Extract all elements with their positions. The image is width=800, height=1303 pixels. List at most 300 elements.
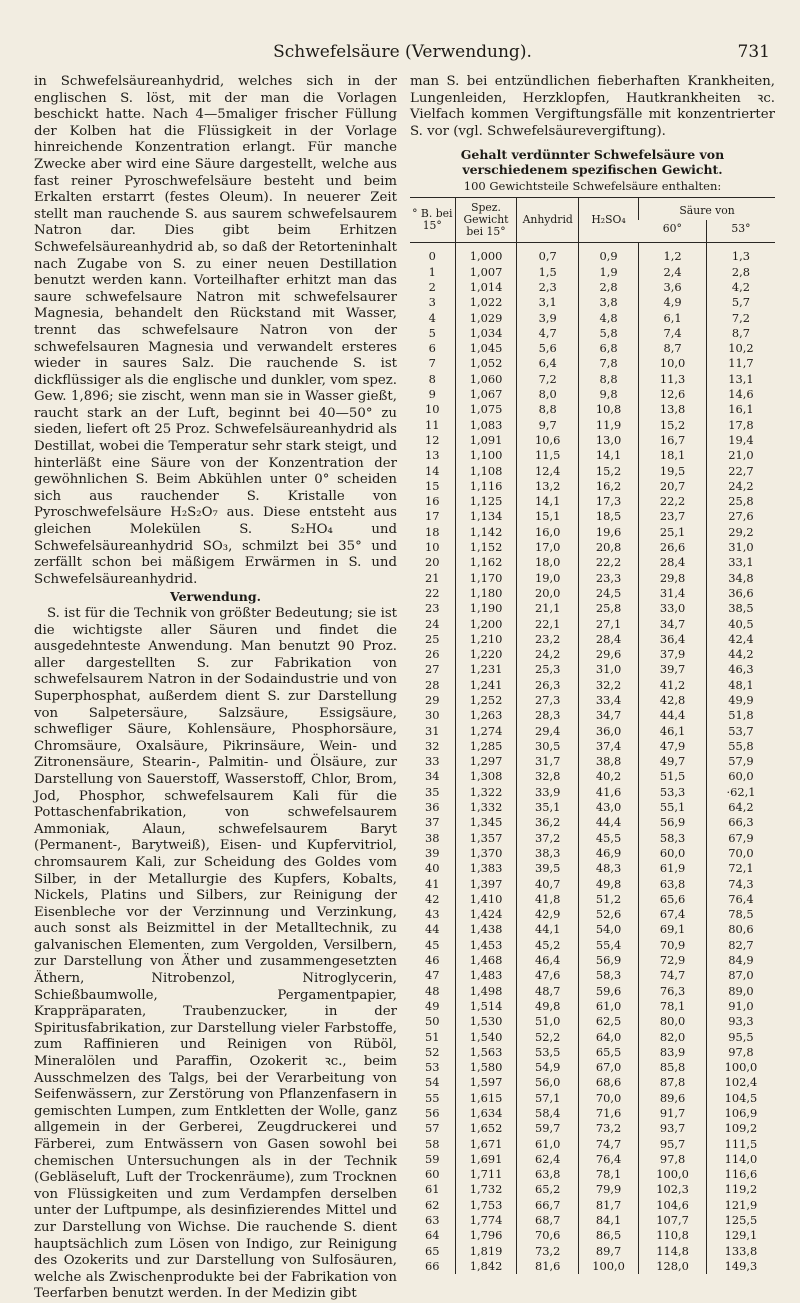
cell-saeure-53: 133,8 [706,1244,775,1259]
cell-saeure-53: 42,4 [706,632,775,647]
cell-saeure-60: 19,5 [639,464,707,479]
cell-saeure-53: 5,7 [706,295,775,310]
cell-baume: 44 [425,922,440,937]
cell-saeure-53: 97,8 [706,1045,775,1060]
cell-anhydrid: 11,5 [517,448,578,463]
cell-anhydrid: 8,8 [517,402,578,417]
cell-anhydrid: 52,2 [517,1030,578,1045]
cell-h2so4: 51,2 [578,892,638,907]
cell-spez-gewicht: 1,468 [455,953,517,968]
cell-h2so4: 68,6 [578,1075,638,1090]
cell-anhydrid: 8,0 [517,387,578,402]
cell-saeure-53: 31,0 [706,540,775,555]
cell-baume: 41 [425,876,440,891]
cell-saeure-53: 46,3 [706,662,775,677]
cell-anhydrid: 81,6 [517,1259,578,1274]
cell-saeure-53: 1,3 [706,243,775,265]
table-row [410,754,775,769]
cell-saeure-60: 51,5 [639,769,707,784]
cell-saeure-53: 51,8 [706,708,775,723]
cell-spez-gewicht: 1,252 [455,693,517,708]
cell-anhydrid: 65,2 [517,1182,578,1197]
cell-baume: 32 [425,738,440,753]
cell-saeure-60: 91,7 [639,1106,707,1121]
cell-baume: 21 [425,570,440,585]
cell-saeure-53: 93,3 [706,1014,775,1029]
cell-spez-gewicht: 1,180 [455,586,517,601]
cell-saeure-60: 49,7 [639,754,707,769]
table-title: Gehalt verdünnter Schwefelsäure von verschiedenem spezifischen Gewicht. [460,147,725,178]
cell-anhydrid: 46,4 [517,953,578,968]
cell-anhydrid: 39,5 [517,861,578,876]
cell-saeure-53: 66,3 [706,815,775,830]
cell-saeure-53: 13,1 [706,372,775,387]
cell-baume: 63 [425,1213,440,1228]
cell-saeure-53: 7,2 [706,311,775,326]
cell-baume: 0 [428,249,436,264]
table-row [410,999,775,1014]
cell-anhydrid: 44,1 [517,922,578,937]
cell-saeure-60: 74,7 [639,968,707,983]
column-header-saeure-von: Säure von [639,198,775,221]
cell-anhydrid: 3,1 [517,295,578,310]
cell-baume: 12 [425,432,440,447]
cell-anhydrid: 53,5 [517,1045,578,1060]
cell-spez-gewicht: 1,200 [455,617,517,632]
cell-saeure-53: 149,3 [706,1259,775,1274]
cell-h2so4: 55,4 [578,938,638,953]
cell-spez-gewicht: 1,322 [455,785,517,800]
cell-saeure-53: 109,2 [706,1121,775,1136]
table-row [410,907,775,922]
cell-spez-gewicht: 1,000 [455,243,517,265]
cell-baume: 27 [425,662,440,677]
cell-saeure-60: 67,4 [639,907,707,922]
cell-spez-gewicht: 1,357 [455,831,517,846]
cell-baume: 36 [425,800,440,815]
cell-baume: 56 [425,1106,440,1120]
cell-saeure-53: 2,8 [706,265,775,280]
cell-h2so4: 59,6 [578,984,638,999]
cell-saeure-53: 25,8 [706,494,775,509]
cell-saeure-60: 16,7 [639,433,707,448]
cell-h2so4: 32,2 [578,678,638,693]
column-header-h2so4: H₂SO₄ [578,198,638,243]
cell-anhydrid: 47,6 [517,968,578,983]
cell-saeure-60: 60,0 [639,846,707,861]
cell-spez-gewicht: 1,483 [455,968,517,983]
cell-saeure-53: 48,1 [706,678,775,693]
cell-spez-gewicht: 1,067 [455,387,517,402]
cell-anhydrid: 31,7 [517,754,578,769]
cell-saeure-53: 74,3 [706,877,775,892]
cell-saeure-60: 65,6 [639,892,707,907]
cell-saeure-53: 119,2 [706,1182,775,1197]
table-row [410,1106,775,1121]
cell-anhydrid: 17,0 [517,540,578,555]
cell-saeure-60: 26,6 [639,540,707,555]
cell-spez-gewicht: 1,370 [455,846,517,861]
cell-spez-gewicht: 1,241 [455,678,517,693]
cell-saeure-53: 91,0 [706,999,775,1014]
cell-saeure-60: 70,9 [639,938,707,953]
cell-saeure-53: 4,2 [706,280,775,295]
cell-baume: 29 [425,692,440,707]
cell-h2so4: 84,1 [578,1213,638,1228]
cell-baume: 26 [425,647,440,662]
cell-saeure-53: 27,6 [706,509,775,524]
table-row [410,1030,775,1045]
table-row [410,831,775,846]
table-row [410,922,775,937]
cell-spez-gewicht: 1,383 [455,861,517,876]
cell-saeure-53: 102,4 [706,1075,775,1090]
cell-anhydrid: 21,1 [517,601,578,616]
cell-anhydrid: 23,2 [517,632,578,647]
table-row [410,1259,775,1274]
cell-saeure-60: 128,0 [639,1259,707,1274]
cell-h2so4: 38,8 [578,754,638,769]
cell-h2so4: 81,7 [578,1198,638,1213]
cell-baume: 30 [425,708,440,723]
cell-saeure-60: 7,4 [639,326,707,341]
cell-baume: 35 [425,784,440,799]
cell-baume: 60 [425,1167,440,1182]
cell-baume: 15 [425,478,440,493]
cell-spez-gewicht: 1,652 [455,1121,517,1136]
cell-saeure-60: 104,6 [639,1198,707,1213]
cell-saeure-60: 10,0 [639,356,707,371]
cell-baume: 49 [425,998,440,1013]
cell-anhydrid: 38,3 [517,846,578,861]
cell-h2so4: 22,2 [578,555,638,570]
cell-saeure-53: 29,2 [706,525,775,540]
cell-h2so4: 44,4 [578,815,638,830]
cell-spez-gewicht: 1,732 [455,1182,517,1197]
cell-anhydrid: 30,5 [517,739,578,754]
table-row [410,387,775,402]
cell-h2so4: 78,1 [578,1167,638,1182]
cell-spez-gewicht: 1,142 [455,525,517,540]
cell-saeure-53: 33,1 [706,555,775,570]
cell-anhydrid: 26,3 [517,678,578,693]
column-header-60: 60° [639,220,707,243]
cell-h2so4: 20,8 [578,540,638,555]
column-header-53: 53° [706,220,775,243]
cell-spez-gewicht: 1,263 [455,708,517,723]
table-row [410,1121,775,1136]
cell-saeure-60: 4,9 [639,295,707,310]
cell-h2so4: 23,3 [578,571,638,586]
cell-baume: 51 [425,1029,440,1044]
cell-baume: 5 [428,325,436,340]
cell-saeure-53: 19,4 [706,433,775,448]
table-row [410,724,775,739]
cell-saeure-53: 36,6 [706,586,775,601]
cell-baume: 24 [425,616,440,631]
cell-h2so4: 18,5 [578,509,638,524]
cell-anhydrid: 9,7 [517,418,578,433]
table-row [410,968,775,983]
cell-h2so4: 65,5 [578,1045,638,1060]
cell-saeure-60: 93,7 [639,1121,707,1136]
cell-saeure-60: 34,7 [639,617,707,632]
right-column [410,74,775,1274]
table-header-row [410,198,775,221]
cell-anhydrid: 54,9 [517,1060,578,1075]
cell-spez-gewicht: 1,052 [455,356,517,371]
table-subtitle: 100 Gewichtsteile Schwefelsäure enthalten: [463,179,722,194]
cell-h2so4: 16,2 [578,479,638,494]
cell-anhydrid: 70,6 [517,1228,578,1243]
table-row [410,280,775,295]
cell-spez-gewicht: 1,134 [455,509,517,524]
cell-saeure-60: 33,0 [639,601,707,616]
specific-gravity-table [410,197,775,1274]
cell-spez-gewicht: 1,210 [455,632,517,647]
cell-h2so4: 7,8 [578,356,638,371]
cell-anhydrid: 3,9 [517,311,578,326]
cell-spez-gewicht: 1,563 [455,1045,517,1060]
cell-saeure-60: 87,8 [639,1075,707,1090]
table-row [410,861,775,876]
cell-baume: 23 [425,601,440,616]
cell-h2so4: 100,0 [578,1259,638,1274]
cell-saeure-53: 60,0 [706,769,775,784]
cell-saeure-53: 55,8 [706,739,775,754]
cell-baume: 61 [425,1182,440,1197]
cell-anhydrid: 29,4 [517,724,578,739]
cell-anhydrid: 18,0 [517,555,578,570]
cell-h2so4: 10,8 [578,402,638,417]
cell-baume: 48 [425,983,440,998]
cell-h2so4: 73,2 [578,1121,638,1136]
cell-spez-gewicht: 1,753 [455,1198,517,1213]
cell-saeure-53: 44,2 [706,647,775,662]
cell-spez-gewicht: 1,116 [455,479,517,494]
cell-saeure-60: 89,6 [639,1091,707,1106]
cell-spez-gewicht: 1,152 [455,540,517,555]
cell-saeure-60: 36,4 [639,632,707,647]
cell-saeure-53: 11,7 [706,356,775,371]
table-row [410,243,775,265]
cell-saeure-53: 76,4 [706,892,775,907]
cell-h2so4: 49,8 [578,877,638,892]
cell-anhydrid: 57,1 [517,1091,578,1106]
table-row [410,892,775,907]
cell-spez-gewicht: 1,498 [455,984,517,999]
cell-spez-gewicht: 1,083 [455,418,517,433]
table-row [410,1182,775,1197]
cell-saeure-53: 38,5 [706,601,775,616]
cell-saeure-53: 114,0 [706,1152,775,1167]
cell-spez-gewicht: 1,022 [455,295,517,310]
table-row [410,356,775,371]
cell-spez-gewicht: 1,060 [455,372,517,387]
cell-h2so4: 14,1 [578,448,638,463]
cell-spez-gewicht: 1,580 [455,1060,517,1075]
table-row [410,571,775,586]
cell-anhydrid: 1,5 [517,265,578,280]
cell-saeure-60: 28,4 [639,555,707,570]
cell-saeure-53: 104,5 [706,1091,775,1106]
cell-anhydrid: 37,2 [517,831,578,846]
cell-h2so4: 13,0 [578,433,638,448]
cell-baume: 45 [425,937,440,952]
cell-spez-gewicht: 1,332 [455,800,517,815]
cell-spez-gewicht: 1,453 [455,938,517,953]
cell-baume: 8 [428,371,436,386]
table-row [410,601,775,616]
cell-h2so4: 62,5 [578,1014,638,1029]
table-row [410,1228,775,1243]
cell-saeure-53: 24,2 [706,479,775,494]
cell-anhydrid: 22,1 [517,617,578,632]
table-row [410,938,775,953]
table-row [410,1091,775,1106]
cell-saeure-60: 82,0 [639,1030,707,1045]
cell-saeure-60: 69,1 [639,922,707,937]
cell-spez-gewicht: 1,424 [455,907,517,922]
table-row [410,800,775,815]
cell-saeure-53: 116,6 [706,1167,775,1182]
cell-spez-gewicht: 1,774 [455,1213,517,1228]
cell-spez-gewicht: 1,615 [455,1091,517,1106]
cell-anhydrid: 4,7 [517,326,578,341]
cell-saeure-53: 57,9 [706,754,775,769]
cell-h2so4: 89,7 [578,1244,638,1259]
cell-baume: 9 [428,387,436,402]
table-row [410,402,775,417]
table-row [410,846,775,861]
cell-h2so4: 27,1 [578,617,638,632]
cell-anhydrid: 19,0 [517,571,578,586]
cell-h2so4: 8,8 [578,372,638,387]
cell-saeure-60: 23,7 [639,509,707,524]
cell-saeure-60: 47,9 [639,739,707,754]
cell-h2so4: 43,0 [578,800,638,815]
table-row [410,1167,775,1182]
cell-saeure-53: 53,7 [706,724,775,739]
cell-baume: 65 [425,1243,440,1258]
cell-h2so4: 58,3 [578,968,638,983]
cell-saeure-60: 80,0 [639,1014,707,1029]
cell-h2so4: 24,5 [578,586,638,601]
cell-baume: 31 [425,723,440,738]
table-row [410,769,775,784]
cell-saeure-53: ·62,1 [706,785,775,800]
table-row [410,433,775,448]
cell-baume: 1 [428,264,436,279]
cell-baume: 34 [425,769,440,784]
cell-anhydrid: 56,0 [517,1075,578,1090]
cell-saeure-60: 55,1 [639,800,707,815]
cell-h2so4: 1,9 [578,265,638,280]
cell-saeure-53: 106,9 [706,1106,775,1121]
cell-saeure-53: 80,6 [706,922,775,937]
cell-spez-gewicht: 1,345 [455,815,517,830]
cell-baume: 10 [425,402,440,417]
cell-spez-gewicht: 1,514 [455,999,517,1014]
cell-saeure-53: 95,5 [706,1030,775,1045]
cell-h2so4: 40,2 [578,769,638,784]
cell-saeure-60: 3,6 [639,280,707,295]
table-row [410,1060,775,1075]
cell-spez-gewicht: 1,711 [455,1167,517,1182]
cell-spez-gewicht: 1,842 [455,1259,517,1274]
cell-spez-gewicht: 1,029 [455,311,517,326]
cell-spez-gewicht: 1,297 [455,754,517,769]
cell-anhydrid: 10,6 [517,433,578,448]
cell-baume: 64 [425,1228,440,1243]
table-row [410,984,775,999]
cell-anhydrid: 41,8 [517,892,578,907]
section-heading: Verwendung. [170,589,261,605]
cell-spez-gewicht: 1,274 [455,724,517,739]
table-row [410,341,775,356]
cell-h2so4: 56,9 [578,953,638,968]
cell-saeure-53: 121,9 [706,1198,775,1213]
cell-baume: 20 [425,555,440,570]
table-row [410,1213,775,1228]
cell-baume: 57 [425,1121,440,1136]
cell-saeure-60: 83,9 [639,1045,707,1060]
running-head: Schwefelsäure (Verwendung). [273,42,532,62]
cell-baume: 6 [428,341,436,356]
cell-anhydrid: 32,8 [517,769,578,784]
cell-h2so4: 5,8 [578,326,638,341]
cell-baume: 13 [425,448,440,463]
cell-saeure-53: 22,7 [706,464,775,479]
cell-anhydrid: 61,0 [517,1137,578,1152]
cell-anhydrid: 51,0 [517,1014,578,1029]
cell-spez-gewicht: 1,220 [455,647,517,662]
cell-anhydrid: 35,1 [517,800,578,815]
cell-saeure-60: 39,7 [639,662,707,677]
cell-h2so4: 34,7 [578,708,638,723]
cell-anhydrid: 58,4 [517,1106,578,1121]
table-row [410,1014,775,1029]
cell-anhydrid: 59,7 [517,1121,578,1136]
cell-saeure-60: 44,4 [639,708,707,723]
cell-baume: 54 [425,1075,440,1090]
cell-saeure-60: 100,0 [639,1167,707,1182]
table-row [410,464,775,479]
cell-h2so4: 79,9 [578,1182,638,1197]
cell-spez-gewicht: 1,410 [455,892,517,907]
cell-h2so4: 36,0 [578,724,638,739]
cell-anhydrid: 48,7 [517,984,578,999]
cell-saeure-60: 72,9 [639,953,707,968]
table-row [410,494,775,509]
cell-saeure-53: 87,0 [706,968,775,983]
table-row [410,295,775,310]
table-row [410,1244,775,1259]
cell-spez-gewicht: 1,014 [455,280,517,295]
cell-baume: 7 [428,356,436,371]
cell-saeure-53: 129,1 [706,1228,775,1243]
table-row [410,693,775,708]
cell-saeure-60: 63,8 [639,877,707,892]
cell-h2so4: 2,8 [578,280,638,295]
left-column [34,74,397,1303]
cell-h2so4: 37,4 [578,739,638,754]
cell-spez-gewicht: 1,530 [455,1014,517,1029]
cell-h2so4: 3,8 [578,295,638,310]
cell-baume: 40 [425,861,440,876]
table-row [410,617,775,632]
cell-h2so4: 15,2 [578,464,638,479]
